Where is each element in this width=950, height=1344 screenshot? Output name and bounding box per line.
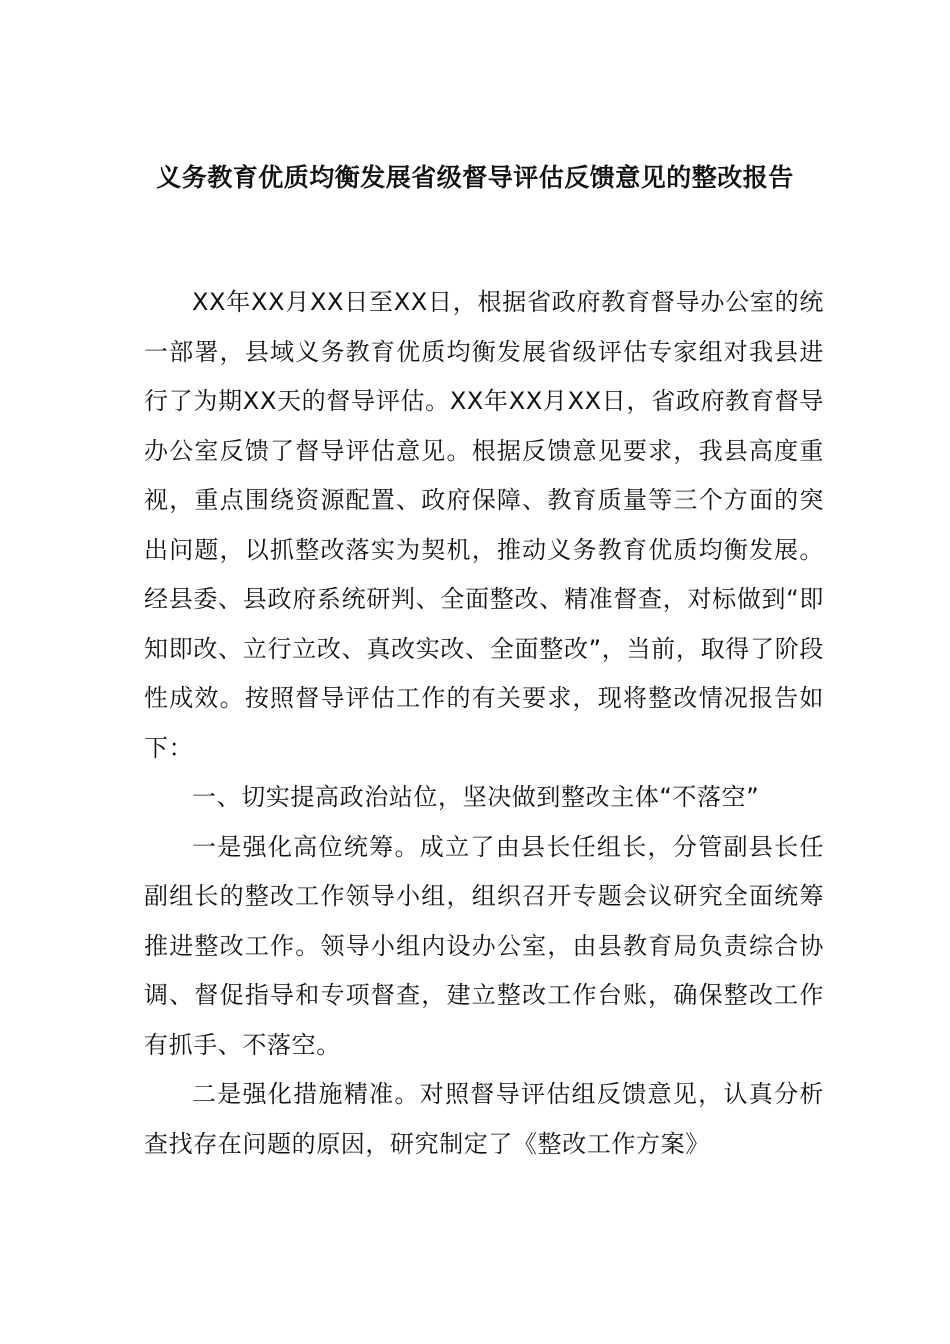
section-heading-1: 一、切实提高政治站位，坚决做到整改主体“不落空” (192, 783, 760, 811)
document-body (144, 278, 824, 1169)
document-title: 义务教育优质均衡发展省级督导评估反馈意见的整改报告 (156, 163, 794, 192)
paragraph-intro: XX年XX月XX日至XX日，根据省政府教育督导办公室的统一部署，县域义务教育优质均衡发展省级评估专家组对我县进行了为期XX天的督导评估。XX年XX月XX日，省政府教育督导办公室反馈了督导评估意见。根据反馈意见要求，我县高度重视，重点围绕资源配置、政府保障、教育质量等三个方面的突出问题，以抓整改落实为契机，推动义务教育优质均衡发展。经县委、县政府系统研判、全面整改、精准督查，对标做到“即知即改、立行立改、真改实改、全面整改”，当前，取得了阶段性成效。按照督导评估工作的有关要求，现将整改情况报告如下： (144, 288, 824, 762)
paragraph-point-1: 一是强化高位统筹。成立了由县长任组长，分管副县长任副组长的整改工作领导小组，组织召开专题会议研究全面统筹推进整改工作。领导小组内设办公室，由县教育局负责综合协调、督促指导和专项督查，建立整改工作台账，确保整改工作有抓手、不落空。 (144, 832, 824, 1059)
paragraph-point-2: 二是强化措施精准。对照督导评估组反馈意见，认真分析查找存在问题的原因，研究制定了《整改工作方案》 (144, 1080, 824, 1158)
